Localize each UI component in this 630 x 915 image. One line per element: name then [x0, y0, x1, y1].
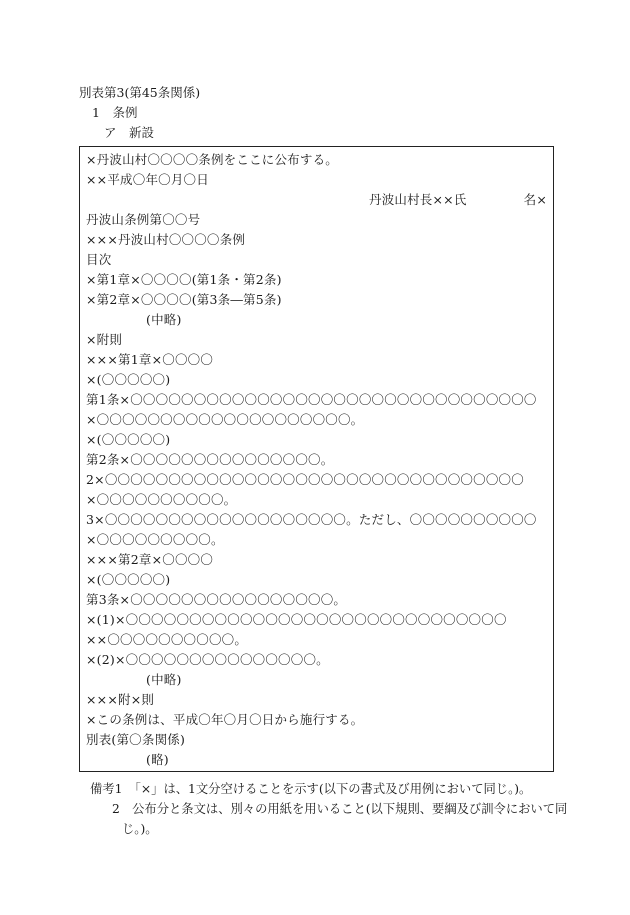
- article-2-para-2-line-1: 2×〇〇〇〇〇〇〇〇〇〇〇〇〇〇〇〇〇〇〇〇〇〇〇〇〇〇〇〇〇〇〇〇〇: [86, 472, 524, 487]
- signature-tail: 名×: [523, 192, 547, 207]
- note-2-line-1: 2 公布分と条文は、別々の用紙を用いること(以下規則、要綱及び訓令において同: [112, 802, 568, 816]
- signature-name: 丹波山村長××氏: [369, 192, 467, 207]
- article-2-para-3-line-2: ×〇〇〇〇〇〇〇〇〇。: [86, 532, 224, 547]
- promulgation-line: ×丹波山村〇〇〇〇条例をここに公布する。: [86, 152, 338, 167]
- article-caption: ×(〇〇〇〇〇): [86, 432, 171, 447]
- omitted-marker: (中略): [146, 312, 182, 327]
- note-2-line-2: じ。)。: [122, 822, 158, 836]
- toc-supplement: ×附則: [86, 332, 123, 347]
- ordinance-form-box: [79, 146, 554, 772]
- ordinance-title: ×××丹波山村〇〇〇〇条例: [86, 232, 246, 247]
- article-caption: ×(〇〇〇〇〇): [86, 572, 171, 587]
- supplement-text: ×この条例は、平成〇年〇月〇日から施行する。: [86, 712, 364, 727]
- article-1-line-1: 第1条×〇〇〇〇〇〇〇〇〇〇〇〇〇〇〇〇〇〇〇〇〇〇〇〇〇〇〇〇〇〇〇〇: [86, 392, 537, 407]
- toc-label: 目次: [86, 252, 112, 267]
- article-3-line-1: 第3条×〇〇〇〇〇〇〇〇〇〇〇〇〇〇〇〇。: [86, 592, 347, 607]
- supplement-heading: ×××附×則: [86, 692, 155, 707]
- promulgation-date: ××平成〇年〇月〇日: [86, 172, 209, 187]
- omitted-marker: (略): [146, 752, 169, 767]
- article-3-item-1-line-1: ×(1)×〇〇〇〇〇〇〇〇〇〇〇〇〇〇〇〇〇〇〇〇〇〇〇〇〇〇〇〇〇〇: [86, 612, 507, 627]
- chapter-2-heading: ×××第2章×〇〇〇〇: [86, 552, 214, 567]
- chapter-1-heading: ×××第1章×〇〇〇〇: [86, 352, 214, 367]
- article-2-para-2-line-2: ×〇〇〇〇〇〇〇〇〇〇。: [86, 492, 237, 507]
- article-1-line-2: ×〇〇〇〇〇〇〇〇〇〇〇〇〇〇〇〇〇〇〇〇。: [86, 412, 364, 427]
- subsection-new-establishment: ア 新設: [104, 125, 155, 140]
- toc-chapter-2: ×第2章×〇〇〇〇(第3条―第5条): [86, 292, 282, 307]
- document-heading: 別表第3(第45条関係): [79, 85, 201, 100]
- toc-chapter-1: ×第1章×〇〇〇〇(第1条・第2条): [86, 272, 282, 287]
- article-3-item-1-line-2: ××〇〇〇〇〇〇〇〇〇〇。: [86, 632, 248, 647]
- omitted-marker: (中略): [146, 672, 182, 687]
- section-item-ordinance: 1 条例: [92, 105, 138, 120]
- article-3-item-2-line-1: ×(2)×〇〇〇〇〇〇〇〇〇〇〇〇〇〇〇。: [86, 652, 329, 667]
- article-2-line-1: 第2条×〇〇〇〇〇〇〇〇〇〇〇〇〇〇〇。: [86, 452, 334, 467]
- appendix-label: 別表(第〇条関係): [86, 732, 186, 747]
- article-2-para-3-line-1: 3×〇〇〇〇〇〇〇〇〇〇〇〇〇〇〇〇〇〇〇。ただし、〇〇〇〇〇〇〇〇〇〇: [86, 512, 537, 527]
- note-1: 備考1 「×」は、1文分空けることを示す(以下の書式及び用例において同じ。)。: [90, 782, 532, 796]
- article-caption: ×(〇〇〇〇〇): [86, 372, 171, 387]
- ordinance-number: 丹波山条例第〇〇号: [86, 212, 201, 227]
